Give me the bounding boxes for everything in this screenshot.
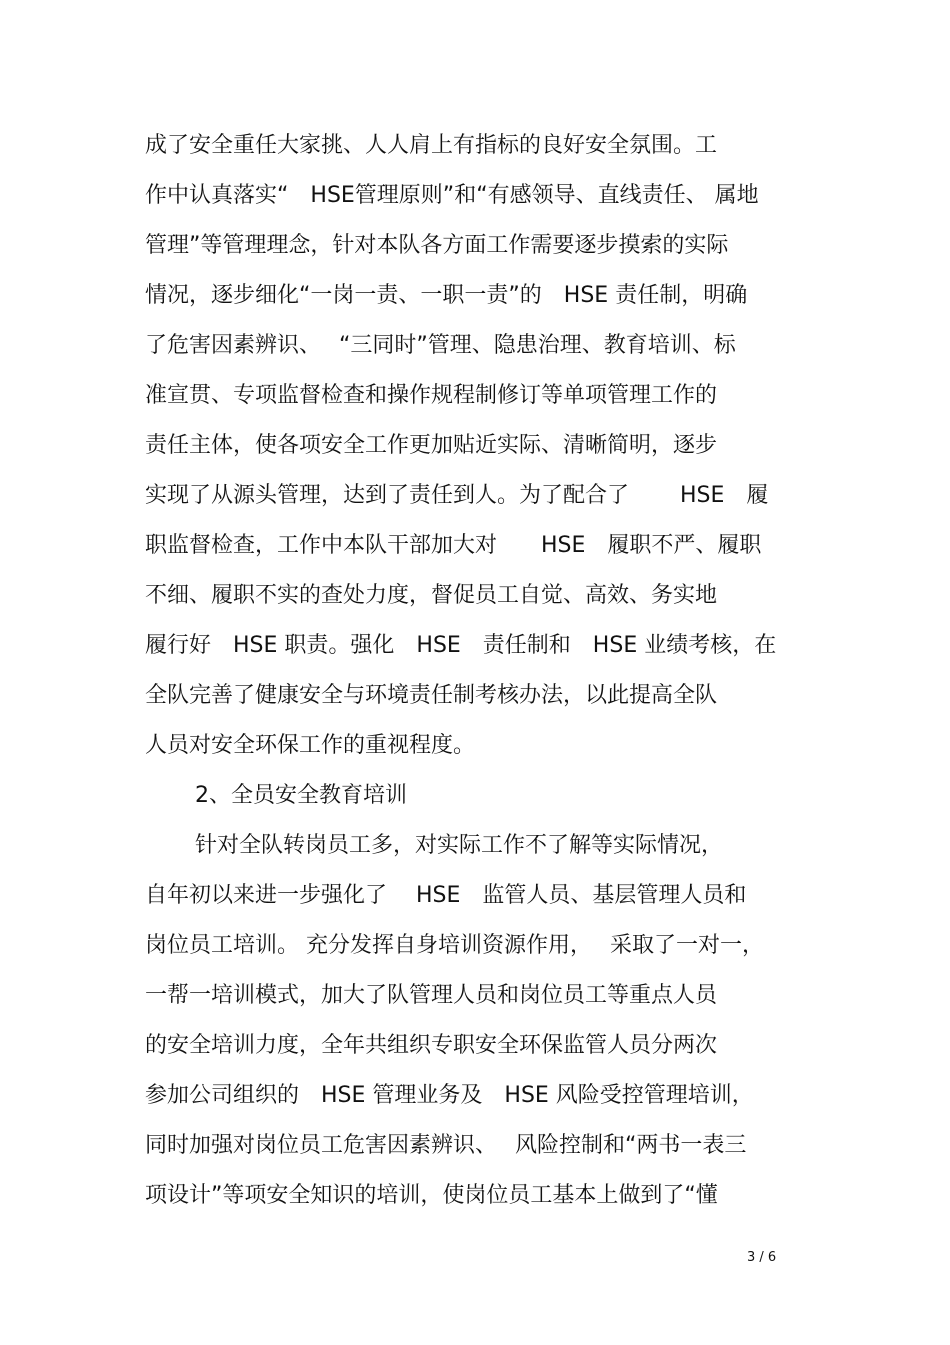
text-line: 参加公司组织的 HSE 管理业务及 HSE 风险受控管理培训， — [145, 1083, 754, 1108]
text-line: 准宣贯、专项监督检查和操作规程制修订等单项管理工作的 — [145, 383, 718, 408]
text-line: 不细、履职不实的查处力度，督促员工自觉、高效、务实地 — [145, 583, 718, 608]
text-line: 管理”等管理理念，针对本队各方面工作需要逐步摸索的实际 — [145, 233, 729, 258]
page-number: 3 / 6 — [747, 1250, 777, 1265]
text-line: 全队完善了健康安全与环境责任制考核办法，以此提高全队 — [145, 683, 718, 708]
text-line: 职监督检查，工作中本队干部加大对 HSE 履职不严、履职 — [145, 533, 762, 558]
text-line: 针对全队转岗员工多，对实际工作不了解等实际情况， — [195, 833, 724, 858]
text-line: 作中认真落实“ HSE管理原则”和“有感领导、直线责任、 属地 — [145, 183, 759, 208]
text-line: 的安全培训力度，全年共组织专职安全环保监管人员分两次 — [145, 1033, 718, 1058]
text-line: 岗位员工培训。 充分发挥自身培训资源作用， 采取了一对一， — [145, 933, 764, 958]
text-line: 一帮一培训模式，加大了队管理人员和岗位员工等重点人员 — [145, 983, 718, 1008]
text-line: 自年初以来进一步强化了 HSE 监管人员、基层管理人员和 — [145, 883, 747, 908]
section-heading: 2、全员安全教育培训 — [195, 783, 407, 808]
text-line: 项设计”等项安全知识的培训，使岗位员工基本上做到了“懂 — [145, 1183, 718, 1208]
text-line: 履行好 HSE 职责。强化 HSE 责任制和 HSE 业绩考核，在 — [145, 633, 777, 658]
text-line: 情况，逐步细化“一岗一责、一职一责”的 HSE 责任制，明确 — [145, 283, 748, 308]
text-line: 责任主体，使各项安全工作更加贴近实际、清晰简明，逐步 — [145, 433, 718, 458]
text-line: 实现了从源头管理，达到了责任到人。为了配合了 HSE 履 — [145, 483, 769, 508]
text-line: 成了安全重任大家挑、人人肩上有指标的良好安全氛围。工 — [145, 133, 718, 158]
text-line: 同时加强对岗位员工危害因素辨识、 风险控制和“两书一表三 — [145, 1133, 747, 1158]
text-line: 人员对安全环保工作的重视程度。 — [145, 733, 476, 758]
text-line: 了危害因素辨识、 “三同时”管理、隐患治理、教育培训、标 — [145, 333, 736, 358]
